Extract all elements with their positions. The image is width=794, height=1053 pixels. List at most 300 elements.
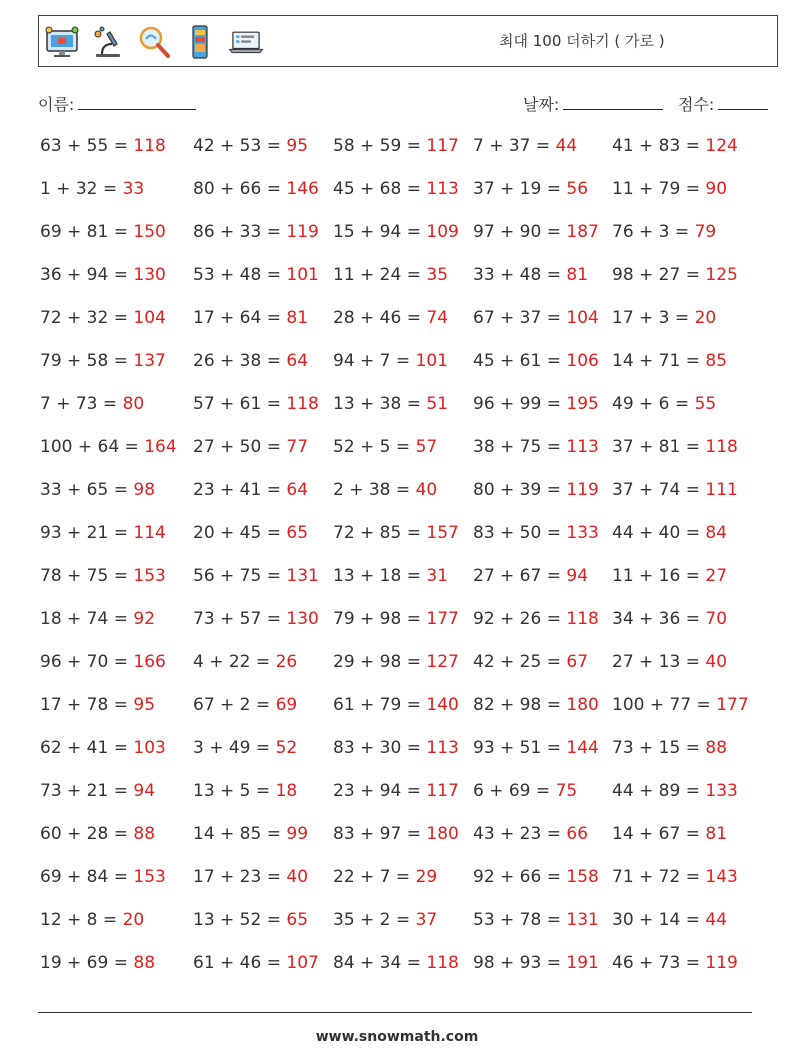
problem-answer: 66 [566,824,589,844]
problem-item [473,910,599,930]
problem-question: 33 + 48 = [473,265,567,285]
problem-row [40,136,780,179]
problem-answer: 180 [566,695,599,715]
problem-item [473,652,588,672]
problem-item [612,308,716,328]
problem-item [193,953,319,973]
problem-row [40,480,780,523]
problem-answer: 88 [133,824,156,844]
problem-item [333,179,459,199]
problem-question: 34 + 36 = [612,609,706,629]
problem-answer: 40 [705,652,728,672]
problem-question: 96 + 99 = [473,394,567,414]
problem-item [612,523,727,543]
problem-answer: 29 [415,867,438,887]
problem-question: 73 + 21 = [40,781,134,801]
problem-item [473,523,599,543]
problem-item [473,566,588,586]
problem-question: 67 + 37 = [473,308,567,328]
problem-item [193,308,308,328]
problem-item [473,695,599,715]
problem-answer: 101 [286,265,319,285]
problem-answer: 94 [133,781,156,801]
problem-item [193,781,297,801]
problem-item [40,523,166,543]
problem-item [40,480,155,500]
problem-item [473,437,599,457]
problem-question: 2 + 38 = [333,480,416,500]
problem-answer: 130 [133,265,166,285]
problem-item [193,824,308,844]
problem-question: 98 + 27 = [612,265,706,285]
problem-item [612,781,738,801]
problem-question: 17 + 3 = [612,308,695,328]
problem-question: 27 + 67 = [473,566,567,586]
problem-item [473,953,599,973]
problem-item [193,136,308,156]
problem-answer: 40 [286,867,309,887]
problem-question: 4 + 22 = [193,652,276,672]
problem-answer: 113 [426,179,459,199]
problem-answer: 153 [133,566,166,586]
problem-answer: 98 [133,480,156,500]
problem-answer: 103 [133,738,166,758]
problem-row [40,351,780,394]
problem-question: 62 + 41 = [40,738,134,758]
problem-item [40,265,166,285]
problem-row [40,953,780,996]
problem-question: 96 + 70 = [40,652,134,672]
problem-item [612,394,716,414]
problem-item [333,437,437,457]
problem-answer: 79 [694,222,717,242]
problem-answer: 177 [426,609,459,629]
problem-answer: 118 [566,609,599,629]
problem-row [40,910,780,953]
problem-answer: 37 [415,910,438,930]
problem-answer: 84 [705,523,728,543]
problem-item [333,308,448,328]
problem-answer: 119 [566,480,599,500]
problem-answer: 164 [144,437,177,457]
problem-item [333,824,459,844]
problem-answer: 20 [122,910,145,930]
problem-question: 83 + 30 = [333,738,427,758]
problem-item [40,781,155,801]
problem-question: 43 + 23 = [473,824,567,844]
problem-question: 6 + 69 = [473,781,556,801]
problem-item [333,394,448,414]
problem-question: 69 + 81 = [40,222,134,242]
problem-question: 1 + 32 = [40,179,123,199]
problem-row [40,437,780,480]
name-field [38,92,196,115]
problem-item [473,222,599,242]
problem-question: 53 + 48 = [193,265,287,285]
problem-answer: 88 [133,953,156,973]
problem-answer: 114 [133,523,166,543]
problem-item [193,523,308,543]
problem-question: 22 + 7 = [333,867,416,887]
problem-question: 30 + 14 = [612,910,706,930]
problem-question: 7 + 37 = [473,136,556,156]
problem-row [40,222,780,265]
problem-row [40,652,780,695]
problem-answer: 75 [555,781,578,801]
problem-answer: 67 [566,652,589,672]
problem-row [40,523,780,566]
problem-item [193,351,308,371]
problem-answer: 143 [705,867,738,887]
problem-answer: 90 [705,179,728,199]
problem-answer: 88 [705,738,728,758]
problem-item [473,867,599,887]
problem-item [40,738,166,758]
problem-question: 7 + 73 = [40,394,123,414]
problem-item [40,179,144,199]
problem-question: 41 + 83 = [612,136,706,156]
problem-question: 71 + 72 = [612,867,706,887]
problem-answer: 74 [426,308,449,328]
problem-item [333,523,459,543]
problem-answer: 127 [426,652,459,672]
problem-item [333,695,459,715]
problem-item [612,222,716,242]
problem-question: 63 + 55 = [40,136,134,156]
problem-answer: 70 [705,609,728,629]
problem-question: 79 + 58 = [40,351,134,371]
problem-question: 44 + 89 = [612,781,706,801]
problem-question: 92 + 26 = [473,609,567,629]
problem-answer: 157 [426,523,459,543]
problem-item [193,480,308,500]
problem-answer: 33 [122,179,145,199]
problem-item [612,867,738,887]
problem-answer: 44 [555,136,578,156]
problem-answer: 52 [275,738,298,758]
problem-item [473,738,599,758]
problem-item [612,910,727,930]
problem-question: 29 + 98 = [333,652,427,672]
problem-question: 67 + 2 = [193,695,276,715]
problem-item [333,738,459,758]
problem-item [333,609,459,629]
problem-answer: 118 [426,953,459,973]
problem-question: 61 + 79 = [333,695,427,715]
problem-answer: 51 [426,394,449,414]
problem-answer: 133 [566,523,599,543]
problem-answer: 104 [133,308,166,328]
problem-question: 52 + 5 = [333,437,416,457]
problem-item [193,179,319,199]
name-blank[interactable] [78,95,196,110]
problem-answer: 101 [415,351,449,371]
problem-answer: 119 [705,953,738,973]
problem-answer: 26 [275,652,298,672]
problem-item [333,781,459,801]
problem-answer: 65 [286,910,309,930]
problem-item [40,867,166,887]
problem-item [473,781,577,801]
problem-question: 13 + 38 = [333,394,427,414]
problem-item [473,480,599,500]
problem-item [612,566,727,586]
problem-question: 45 + 61 = [473,351,567,371]
problem-question: 36 + 94 = [40,265,134,285]
problem-answer: 64 [286,480,309,500]
problem-item [40,652,166,672]
problem-item [333,652,459,672]
problem-question: 56 + 75 = [193,566,287,586]
date-field [523,92,663,115]
problem-answer: 144 [566,738,599,758]
laptop-icon [228,24,264,60]
problem-question: 78 + 75 = [40,566,134,586]
problem-row [40,394,780,437]
problem-answer: 40 [415,480,438,500]
problem-question: 14 + 71 = [612,351,706,371]
problem-item [40,695,155,715]
problem-item [193,695,297,715]
problem-answer: 180 [426,824,459,844]
problem-question: 26 + 38 = [193,351,287,371]
problem-question: 73 + 15 = [612,738,706,758]
problem-answer: 106 [566,351,599,371]
footer-url: www.snowmath.com [315,1029,479,1045]
problem-answer: 146 [286,179,319,199]
problem-item [473,136,577,156]
problem-answer: 80 [122,394,145,414]
problem-answer: 27 [705,566,728,586]
problem-item [333,351,448,371]
problem-question: 72 + 85 = [333,523,427,543]
problem-item [40,136,166,156]
problem-answer: 195 [566,394,599,414]
problem-question: 17 + 23 = [193,867,287,887]
problem-question: 58 + 59 = [333,136,427,156]
problem-item [333,910,437,930]
problem-question: 92 + 66 = [473,867,567,887]
problem-question: 97 + 90 = [473,222,567,242]
problem-answer: 166 [133,652,166,672]
date-label: 날짜: [523,95,560,114]
problem-item [473,265,588,285]
problem-question: 83 + 97 = [333,824,427,844]
problem-answer: 95 [286,136,309,156]
problem-row [40,824,780,867]
problem-item [612,738,727,758]
problem-question: 93 + 51 = [473,738,567,758]
problem-item [473,351,599,371]
date-blank[interactable] [563,95,663,110]
problem-question: 94 + 7 = [333,351,416,371]
problem-row [40,781,780,824]
problem-answer: 111 [705,480,738,500]
problem-item [612,351,727,371]
name-label: 이름: [38,95,75,114]
problem-question: 35 + 2 = [333,910,416,930]
problem-question: 15 + 94 = [333,222,427,242]
problem-item [40,910,144,930]
problem-question: 3 + 49 = [193,738,276,758]
problem-question: 72 + 32 = [40,308,134,328]
phone-icon [182,24,218,60]
problem-row [40,609,780,652]
problem-item [612,480,738,500]
problem-answer: 158 [566,867,599,887]
problem-question: 80 + 66 = [193,179,287,199]
problem-answer: 113 [566,437,599,457]
problem-item [193,867,308,887]
problem-answer: 81 [705,824,728,844]
problem-question: 100 + 77 = [612,695,717,715]
problem-answer: 117 [426,136,459,156]
problem-question: 11 + 79 = [612,179,706,199]
problem-item [333,480,437,500]
score-label: 점수: [678,95,715,114]
problem-question: 42 + 25 = [473,652,567,672]
problem-item [333,867,437,887]
problem-answer: 65 [286,523,309,543]
problem-question: 33 + 65 = [40,480,134,500]
problem-row [40,738,780,781]
problem-item [193,394,319,414]
problem-item [473,394,599,414]
problem-item [612,437,738,457]
problem-question: 82 + 98 = [473,695,567,715]
problem-question: 23 + 41 = [193,480,287,500]
problem-item [40,394,144,414]
problem-answer: 77 [286,437,309,457]
problem-answer: 85 [705,351,728,371]
problem-answer: 92 [133,609,156,629]
problem-question: 76 + 3 = [612,222,695,242]
problem-answer: 18 [275,781,298,801]
problem-answer: 44 [705,910,728,930]
problem-row [40,179,780,222]
problem-item [40,566,166,586]
problem-item [333,953,459,973]
problem-answer: 64 [286,351,309,371]
problem-item [193,222,319,242]
problem-question: 86 + 33 = [193,222,287,242]
problem-item [40,308,166,328]
problem-item [473,308,599,328]
problem-item [473,609,599,629]
problem-item [193,609,319,629]
problem-item [612,265,738,285]
problem-item [612,824,727,844]
problem-answer: 94 [566,566,589,586]
problem-question: 93 + 21 = [40,523,134,543]
problem-row [40,566,780,609]
problem-answer: 150 [133,222,166,242]
problem-answer: 177 [716,695,749,715]
problem-answer: 99 [286,824,309,844]
problem-item [40,222,166,242]
problem-question: 18 + 74 = [40,609,134,629]
problem-item [612,179,727,199]
problem-answer: 124 [705,136,738,156]
problem-item [612,695,749,715]
problem-item [193,566,319,586]
problem-answer: 107 [286,953,319,973]
problem-item [333,265,448,285]
problem-answer: 35 [426,265,449,285]
score-blank[interactable] [718,95,768,110]
problem-item [40,824,155,844]
problem-answer: 153 [133,867,166,887]
problem-question: 80 + 39 = [473,480,567,500]
problem-answer: 118 [286,394,319,414]
problem-answer: 81 [566,265,589,285]
problem-question: 38 + 75 = [473,437,567,457]
problem-question: 79 + 98 = [333,609,427,629]
problem-question: 12 + 8 = [40,910,123,930]
problem-answer: 81 [286,308,309,328]
problem-answer: 57 [415,437,438,457]
problem-answer: 109 [426,222,459,242]
header-icons [44,22,264,62]
microscope-icon [90,24,126,60]
problem-row [40,867,780,910]
problem-question: 28 + 46 = [333,308,427,328]
problem-answer: 31 [426,566,449,586]
problem-question: 17 + 78 = [40,695,134,715]
problem-answer: 133 [705,781,738,801]
problem-question: 45 + 68 = [333,179,427,199]
problem-question: 11 + 16 = [612,566,706,586]
problem-item [40,609,155,629]
problem-item [40,953,155,973]
problem-question: 69 + 84 = [40,867,134,887]
problem-question: 20 + 45 = [193,523,287,543]
problem-question: 46 + 73 = [612,953,706,973]
problem-question: 84 + 34 = [333,953,427,973]
problem-item [612,609,727,629]
problem-question: 13 + 5 = [193,781,276,801]
problem-item [333,566,448,586]
problem-answer: 125 [705,265,738,285]
problem-answer: 119 [286,222,319,242]
problem-item [193,738,297,758]
problem-grid [40,136,780,996]
problem-item [612,652,727,672]
problem-question: 13 + 18 = [333,566,427,586]
problem-question: 17 + 64 = [193,308,287,328]
problem-answer: 55 [694,394,717,414]
problem-answer: 69 [275,695,298,715]
problem-question: 37 + 81 = [612,437,706,457]
problem-item [193,437,308,457]
problem-answer: 104 [566,308,599,328]
problem-answer: 56 [566,179,589,199]
problem-row [40,265,780,308]
problem-item [193,652,297,672]
problem-question: 27 + 13 = [612,652,706,672]
problem-item [193,910,308,930]
problem-question: 14 + 67 = [612,824,706,844]
problem-item [612,136,738,156]
problem-item [612,953,738,973]
problem-question: 53 + 78 = [473,910,567,930]
problem-question: 100 + 64 = [40,437,145,457]
problem-question: 42 + 53 = [193,136,287,156]
problem-answer: 130 [286,609,319,629]
problem-question: 27 + 50 = [193,437,287,457]
problem-question: 19 + 69 = [40,953,134,973]
problem-answer: 95 [133,695,156,715]
